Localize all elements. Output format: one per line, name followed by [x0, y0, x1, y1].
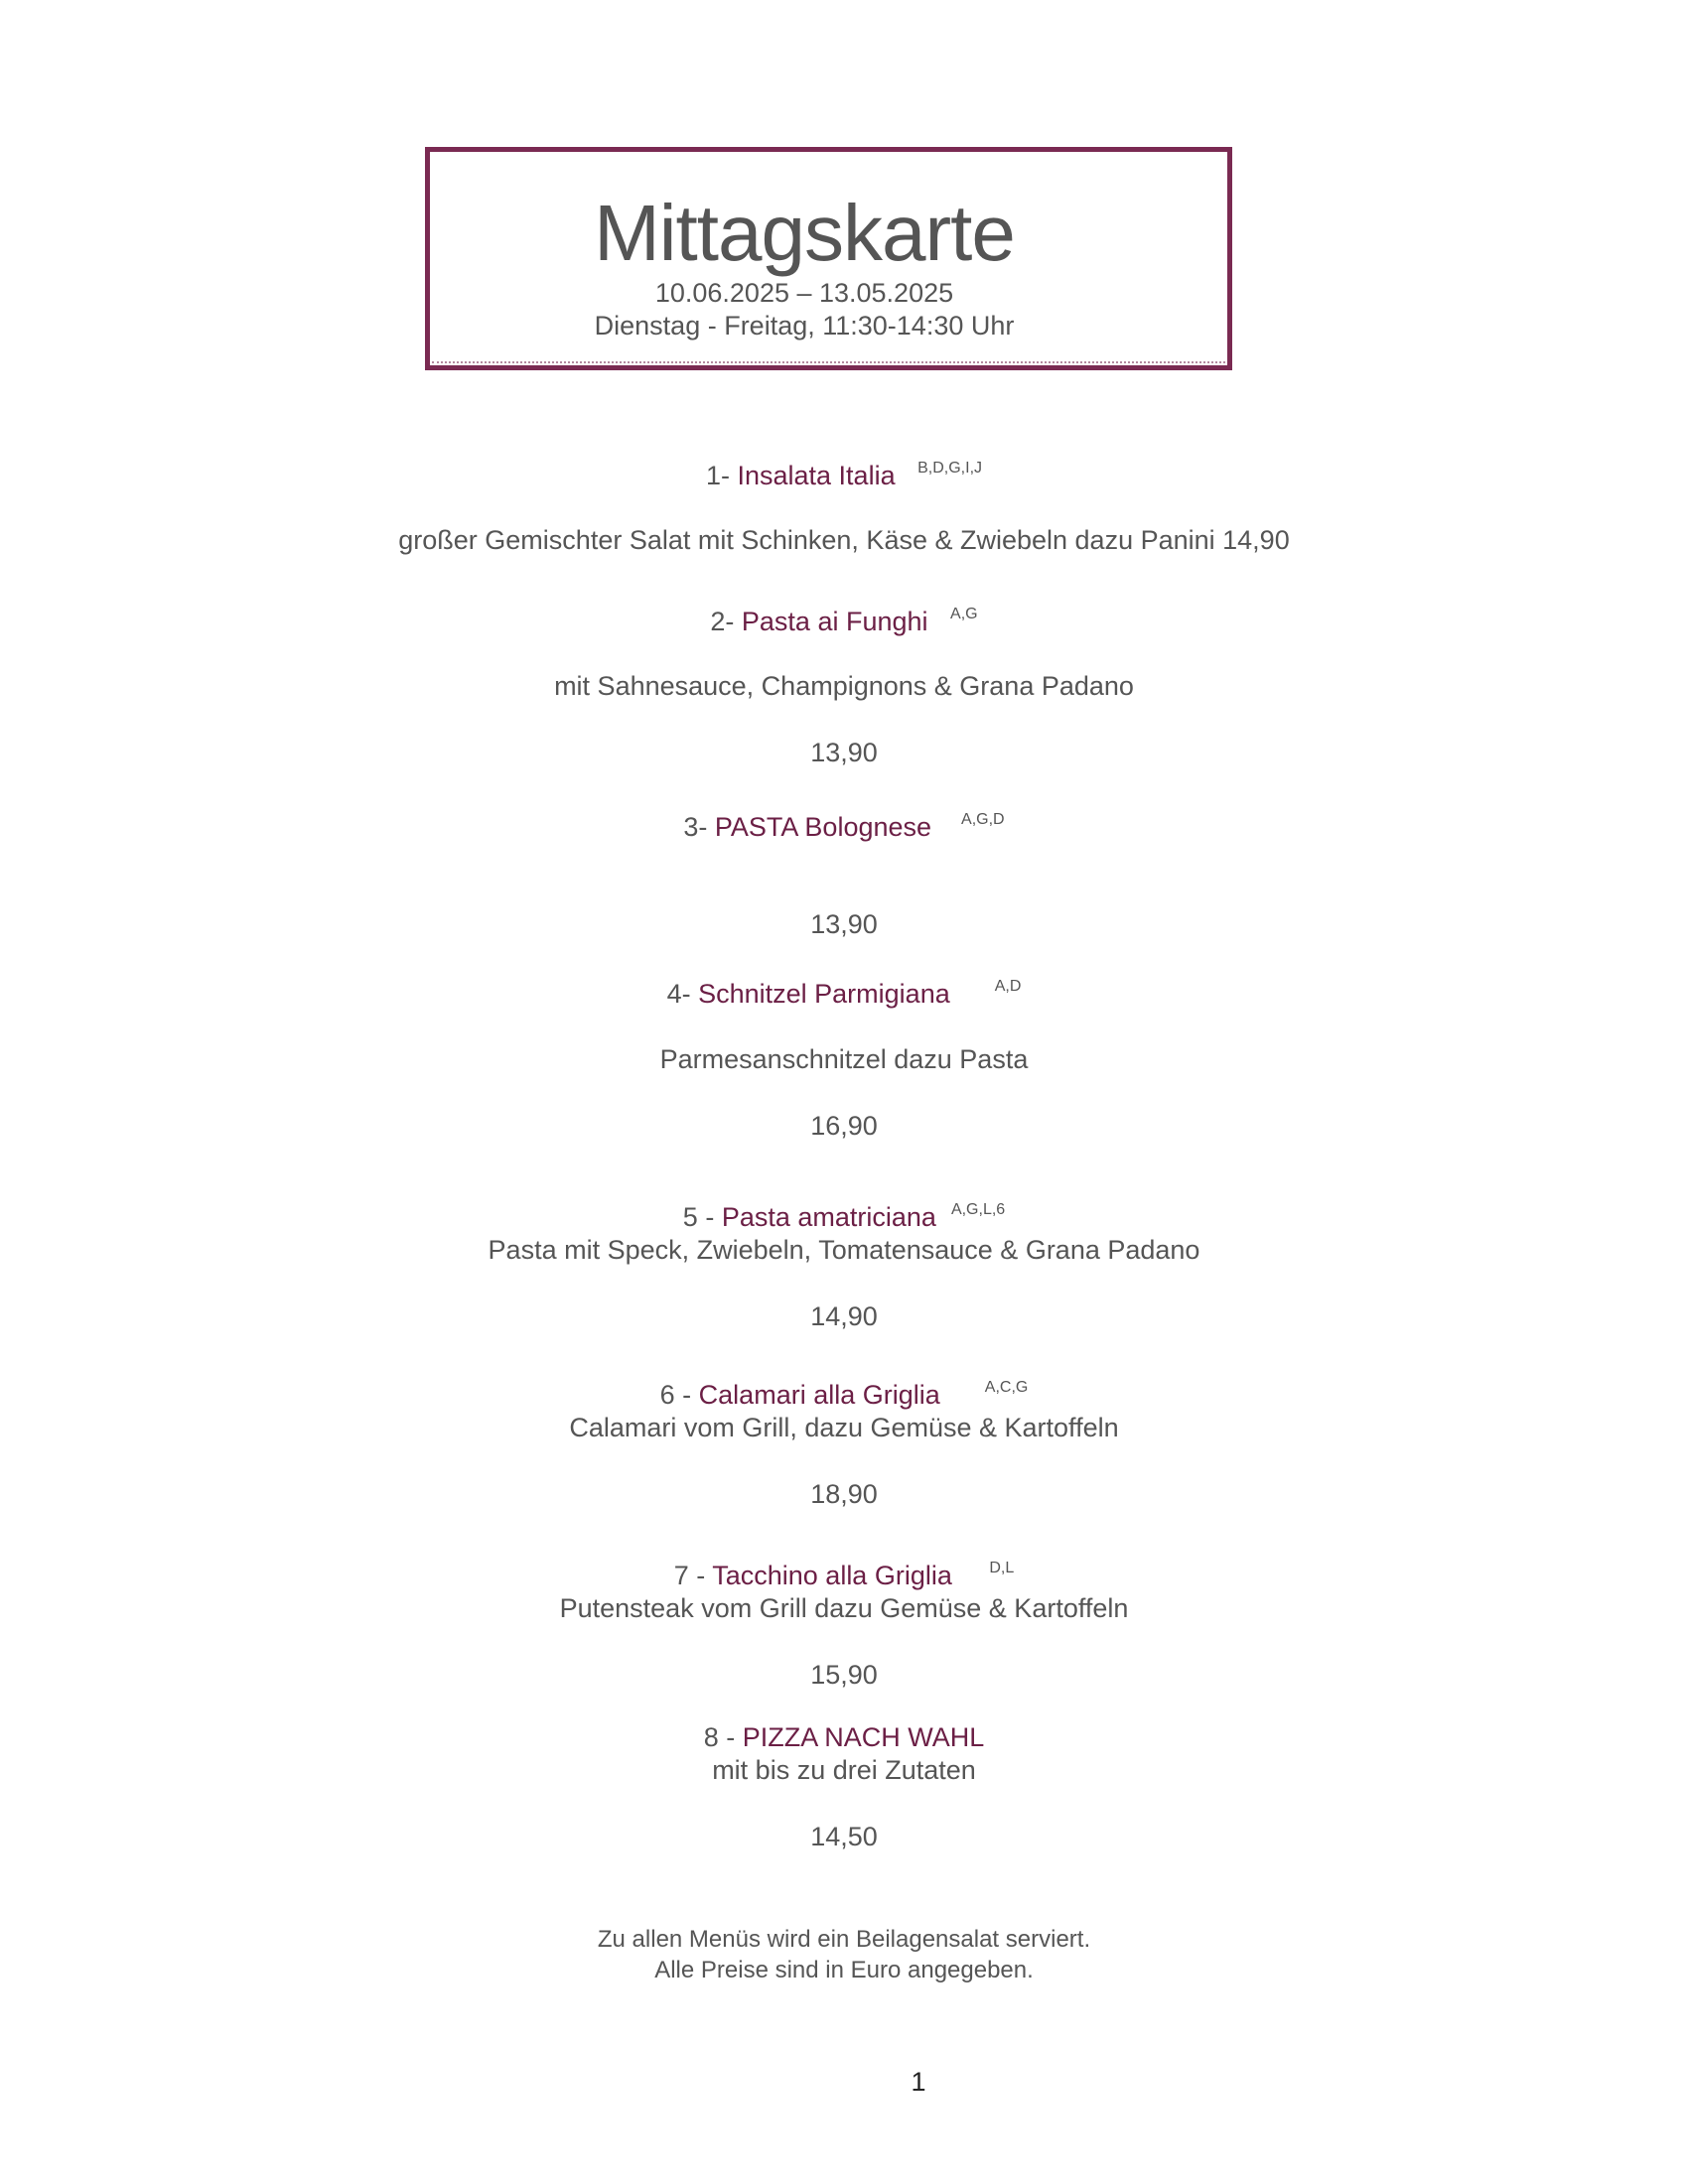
item-name: Insalata Italia — [737, 461, 896, 490]
item-name: Tacchino alla Griglia — [712, 1561, 952, 1590]
menu-item-price: 13,90 — [810, 738, 878, 767]
menu-item-description: Parmesanschnitzel dazu Pasta — [659, 1044, 1029, 1074]
item-allergens: B,D,G,I,J — [917, 460, 983, 477]
page-title: Mittagskarte — [594, 189, 1015, 277]
item-number: 2- — [710, 607, 742, 636]
menu-item-title — [0, 810, 1688, 849]
menu-item-price: 13,90 — [810, 909, 878, 939]
item-name: Calamari alla Griglia — [698, 1380, 940, 1410]
item-name: PIZZA NACH WAHL — [742, 1722, 985, 1752]
item-number: 8 - — [703, 1722, 743, 1752]
item-number: 3- — [683, 812, 715, 842]
item-allergens: A,G,D — [961, 811, 1005, 828]
opening-hours: Dienstag - Freitag, 11:30-14:30 Uhr — [594, 311, 1015, 341]
menu-item-price: 18,90 — [810, 1479, 878, 1509]
item-allergens: A,G,L,6 — [950, 1201, 1006, 1218]
item-name: PASTA Bolognese — [714, 812, 932, 842]
item-allergens: A,D — [994, 978, 1022, 995]
menu-item-price: 14,90 — [810, 1301, 878, 1331]
item-number: 5 - — [682, 1202, 722, 1232]
menu-item-title — [0, 605, 1688, 643]
item-name: Schnitzel Parmigiana — [698, 979, 950, 1009]
item-allergens: A,G — [950, 606, 978, 622]
menu-item-price: 14,50 — [810, 1822, 878, 1851]
menu-item-price: 15,90 — [810, 1660, 878, 1690]
item-allergens: D,L — [989, 1560, 1015, 1576]
menu-item-title — [0, 459, 1688, 497]
item-number: 6 - — [659, 1380, 699, 1410]
menu-item-description: mit bis zu drei Zutaten — [712, 1755, 976, 1785]
footer-note-prices: Alle Preise sind in Euro angegeben. — [654, 1957, 1034, 1983]
menu-item-description: Putensteak vom Grill dazu Gemüse & Kartoffeln — [559, 1593, 1129, 1623]
date-range: 10.06.2025 – 13.05.2025 — [654, 278, 954, 308]
item-name: Pasta amatriciana — [721, 1202, 936, 1232]
menu-item-title — [0, 1720, 1688, 1754]
menu-item-description: Calamari vom Grill, dazu Gemüse & Kartoffeln — [569, 1413, 1119, 1442]
page-number: 1 — [911, 2067, 926, 2097]
menu-item-price: 16,90 — [810, 1111, 878, 1141]
menu-item-description: mit Sahnesauce, Champignons & Grana Padano — [554, 671, 1134, 701]
item-name: Pasta ai Funghi — [741, 607, 928, 636]
footer-note-salad: Zu allen Menüs wird ein Beilagensalat serviert. — [597, 1926, 1091, 1953]
item-number: 7 - — [673, 1561, 713, 1590]
menu-item-description: großer Gemischter Salat mit Schinken, Käse & Zwiebeln dazu Panini 14,90 — [398, 525, 1290, 555]
item-number: 4- — [666, 979, 699, 1009]
menu-item-description: Pasta mit Speck, Zwiebeln, Tomatensauce & Grana Padano — [488, 1235, 1200, 1265]
item-number: 1- — [705, 461, 738, 490]
item-allergens: A,C,G — [984, 1379, 1029, 1396]
menu-item-title — [0, 977, 1688, 1016]
